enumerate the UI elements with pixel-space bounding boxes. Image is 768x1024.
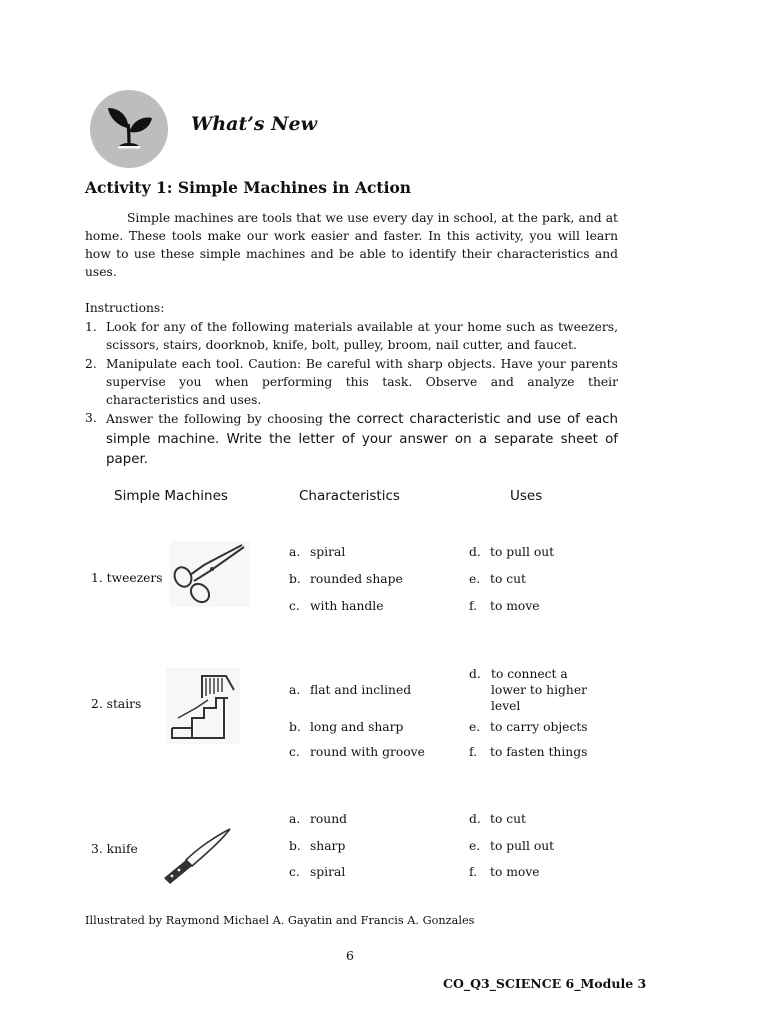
instruction-text: Manipulate each tool. Caution: Be careful with sharp objects. Have your parents supervise you when performing this task. Observe and analyze their characteristics and uses.	[106, 357, 618, 407]
characteristic-option	[289, 719, 403, 735]
machine-label-stairs: 2. stairs	[91, 697, 142, 711]
use-option	[469, 719, 588, 735]
knife-icon	[160, 826, 234, 886]
stairs-icon	[166, 668, 240, 744]
option-letter: b.	[289, 572, 301, 586]
use-option	[469, 864, 540, 880]
option-text: round with groove	[310, 745, 425, 759]
activity-title: Activity 1: Simple Machines in Action	[85, 178, 412, 197]
option-text: round	[310, 812, 347, 826]
intro-text: Simple machines are tools that we use every day in school, at the park, and at home. These tools make our work easier and faster. In this activity, you will learn how to use these simple machines and be able to identify their characteristics and uses.	[85, 211, 618, 279]
option-text: sharp	[310, 839, 346, 853]
option-letter: d.	[469, 545, 481, 559]
instruction-number: 1.	[85, 320, 97, 334]
option-text: long and sharp	[310, 720, 404, 734]
section-logo	[90, 90, 168, 168]
characteristic-option	[289, 544, 345, 560]
option-text: flat and inclined	[310, 683, 412, 697]
option-text: to carry objects	[490, 720, 588, 734]
option-text: to cut	[490, 812, 527, 826]
instruction-lead: Answer the following by choosing	[106, 412, 323, 426]
tweezers-icon	[170, 541, 250, 607]
option-text: to fasten things	[490, 745, 588, 759]
instruction-text: Look for any of the following materials available at your home such as tweezers, scissors, stairs, doorknob, knife, bolt, pulley, broom, nail cutter, and faucet.	[106, 320, 618, 352]
use-option	[469, 838, 554, 854]
instruction-number: 2.	[85, 357, 97, 371]
column-header-uses: Uses	[510, 488, 543, 504]
option-letter: b.	[289, 720, 301, 734]
instruction-item-1	[85, 318, 618, 354]
page-number: 6	[346, 948, 354, 963]
use-option	[469, 544, 554, 560]
characteristic-option	[289, 598, 383, 614]
instruction-item-2	[85, 355, 618, 409]
option-letter: e.	[469, 720, 481, 734]
option-text: to move	[490, 865, 540, 879]
machine-label-tweezers: 1. tweezers	[91, 571, 163, 585]
use-option	[469, 811, 526, 827]
option-letter: e.	[469, 839, 481, 853]
characteristic-option	[289, 838, 345, 854]
option-text: with handle	[310, 599, 384, 613]
column-header-characteristics: Characteristics	[299, 488, 400, 504]
column-header-machines: Simple Machines	[114, 488, 228, 504]
option-text: spiral	[310, 545, 346, 559]
machine-label-knife: 3. knife	[91, 842, 138, 856]
option-letter: a.	[289, 545, 301, 559]
instruction-item-3	[85, 409, 618, 470]
use-option	[469, 598, 540, 614]
option-letter: c.	[289, 865, 300, 879]
option-text: to move	[490, 599, 540, 613]
option-text: to pull out	[490, 545, 555, 559]
characteristic-option	[289, 571, 403, 587]
option-letter: f.	[469, 599, 478, 613]
intro-paragraph	[85, 209, 618, 281]
seedling-icon	[90, 90, 168, 168]
module-footer: CO_Q3_SCIENCE 6_Module 3	[443, 976, 647, 991]
option-text: spiral	[310, 865, 346, 879]
section-title: What’s New	[191, 113, 317, 135]
characteristic-option	[289, 864, 345, 880]
option-text: to connect a lower to higher level	[491, 667, 587, 713]
instruction-number: 3.	[85, 411, 97, 425]
option-letter: a.	[289, 683, 301, 697]
option-letter: f.	[469, 865, 478, 879]
use-option	[469, 571, 526, 587]
option-text: to pull out	[490, 839, 555, 853]
option-text: rounded shape	[310, 572, 403, 586]
characteristic-option	[289, 682, 411, 698]
use-option	[469, 744, 587, 760]
illustration-credit: Illustrated by Raymond Michael A. Gayatin and Francis A. Gonzales	[85, 914, 475, 927]
option-letter: b.	[289, 839, 301, 853]
option-letter: d.	[469, 812, 481, 826]
option-letter: d.	[469, 667, 481, 681]
instruction-text: the correct characteristic and use of each simple machine. Write the letter of your answer on a separate sheet of paper.	[106, 412, 618, 467]
option-letter: a.	[289, 812, 301, 826]
use-option	[469, 666, 599, 714]
option-letter: e.	[469, 572, 481, 586]
characteristic-option	[289, 744, 425, 760]
option-text: to cut	[490, 572, 527, 586]
characteristic-option	[289, 811, 347, 827]
option-letter: c.	[289, 745, 300, 759]
option-letter: c.	[289, 599, 300, 613]
option-letter: f.	[469, 745, 478, 759]
instructions-heading: Instructions:	[85, 301, 165, 315]
